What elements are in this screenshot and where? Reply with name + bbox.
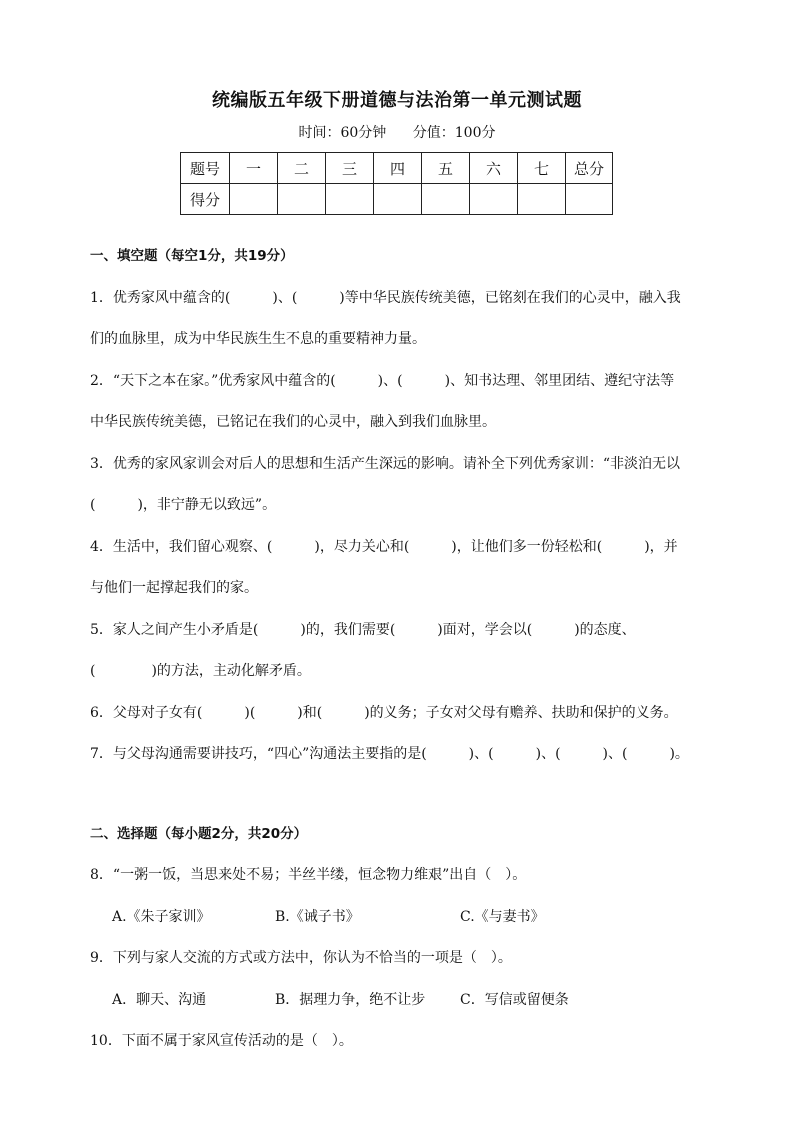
score-cell[interactable] [278,184,326,215]
score-cell[interactable] [422,184,470,215]
question-9: 9．下列与家人交流的方式或方法中，你认为不恰当的一项是（ ）。 [90,950,512,966]
score-table-score-row [181,184,613,215]
section1-heading: 一、填空题（每空1分，共19分） [90,248,294,264]
score-cell[interactable] [470,184,518,215]
score-cell[interactable] [566,184,613,215]
score-header-cell: 总分 [566,153,613,184]
score-header-cell: 二 [278,153,326,184]
option-a[interactable]: A.《朱子家训》 [112,908,211,925]
score-cell[interactable] [518,184,566,215]
question-8: 8．“一粥一饭，当思来处不易；半丝半缕，恒念物力维艰”出自（ ）。 [90,867,527,883]
score-cell[interactable] [374,184,422,215]
score-header-cell: 一 [230,153,278,184]
page-title: 统编版五年级下册道德与法治第一单元测试题 [212,90,582,111]
question-line: 5．家人之间产生小矛盾是( )的，我们需要( )面对，学会以( )的态度、 [90,621,636,638]
score-header-cell: 七 [518,153,566,184]
question-line: ( )，非宁静无以致远”。 [90,497,277,513]
score-header-cell: 题号 [181,153,230,184]
score-table [180,152,613,215]
question-line: 3．优秀的家风家训会对后人的思想和生活产生深远的影响。请补全下列优秀家训：“非淡泊无以 [90,455,681,472]
option-c[interactable]: C.《与妻书》 [460,908,545,925]
exam-meta [0,122,794,142]
score-row-label: 得分 [181,184,230,215]
question-line: 7．与父母沟通需要讲技巧，“四心”沟通法主要指的是( )、( )、( )、( )。 [90,746,689,762]
score-header-cell: 四 [374,153,422,184]
question-line: 中华民族传统美德，已铭记在我们的心灵中，融入到我们血脉里。 [90,414,496,430]
section-gap [90,776,710,814]
question-10: 10．下面不属于家风宣传活动的是（ ）。 [90,1033,353,1049]
section2-heading: 二、选择题（每小题2分，共20分） [90,825,308,842]
score-header-cell: 六 [470,153,518,184]
question-line: 2．“天下之本在家。”优秀家风中蕴含的( )、( )、知书达理、邻里团结、遵纪守法等 [90,372,675,389]
question-line: 6．父母对子女有( )( )和( )的义务；子女对父母有赡养、扶助和保护的义务。 [90,704,678,721]
option-c[interactable]: C．写信或留便条 [460,991,569,1008]
score-header-cell: 五 [422,153,470,184]
question-line: 们的血脉里，成为中华民族生生不息的重要精神力量。 [90,331,426,347]
score-table-header-row [181,153,613,184]
question-8-options [90,897,710,939]
score-cell[interactable] [326,184,374,215]
exam-score: 分值：100分 [412,125,496,141]
option-a[interactable]: A．聊天、沟通 [112,991,207,1008]
question-9-options [90,980,710,1022]
score-cell[interactable] [230,184,278,215]
question-line: 1．优秀家风中蕴含的( )、( )等中华民族传统美德，已铭刻在我们的心灵中，融入我 [90,289,681,306]
exam-time: 时间：60分钟 [298,125,387,141]
question-line: 与他们一起撑起我们的家。 [90,580,258,596]
option-b[interactable]: B．据理力争，绝不让步 [275,991,426,1008]
score-header-cell: 三 [326,153,374,184]
question-line: 4．生活中，我们留心观察、( )，尽力关心和( )，让他们多一份轻松和( )，并 [90,538,678,555]
option-b[interactable]: B.《诫子书》 [275,908,360,925]
exam-content [90,236,710,1063]
question-line: ( )的方法，主动化解矛盾。 [90,663,311,679]
